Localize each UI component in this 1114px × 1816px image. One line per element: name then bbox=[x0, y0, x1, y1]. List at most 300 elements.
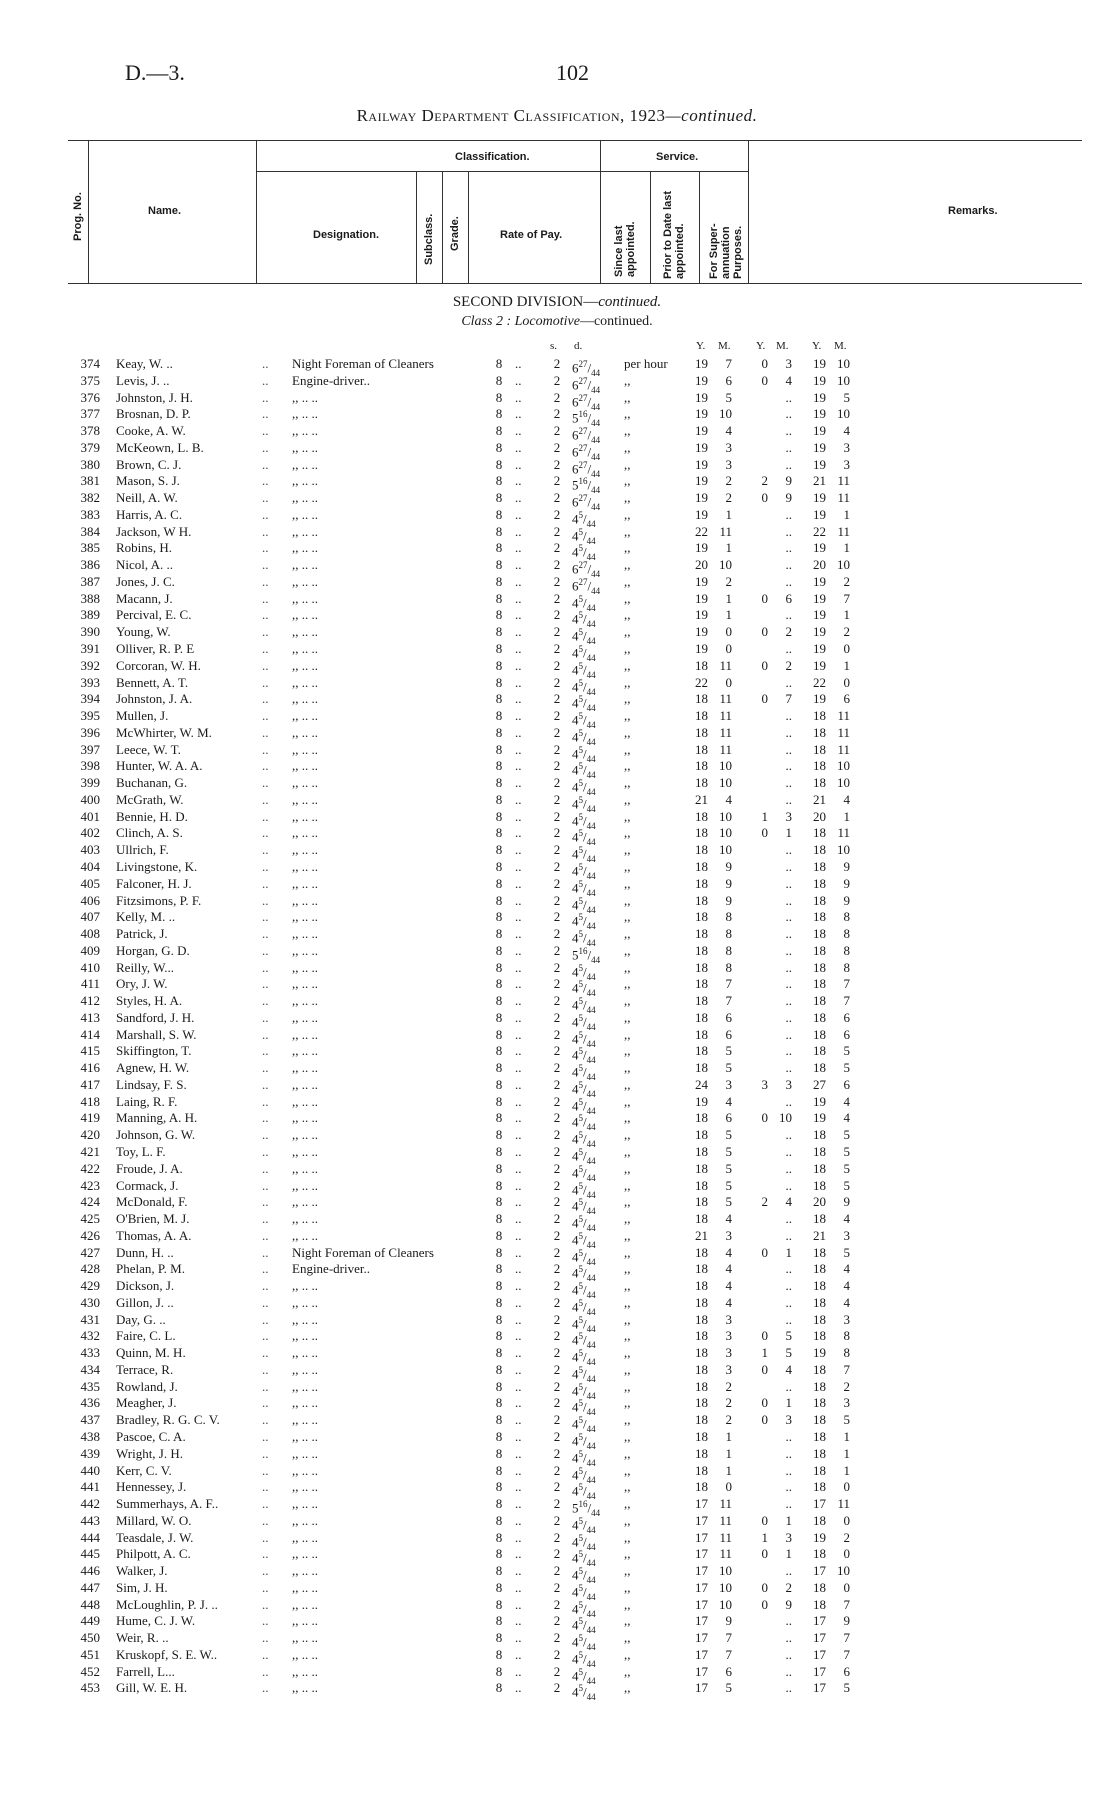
table-row bbox=[0, 607, 1114, 630]
rate-fraction-denominator: 44 bbox=[586, 1692, 596, 1703]
grade-leader: .. bbox=[515, 607, 522, 623]
grade-leader: .. bbox=[515, 1244, 522, 1260]
super-months: 9 bbox=[843, 892, 850, 908]
rate-pence: $6^{27}/_{44}$ bbox=[572, 392, 601, 412]
table-row bbox=[0, 1026, 1114, 1049]
rate-shillings: 2 bbox=[553, 842, 561, 858]
rate-unit: ,, bbox=[624, 691, 631, 707]
rate-fraction-denominator: 44 bbox=[586, 1290, 596, 1301]
prog-no: 391 bbox=[80, 641, 100, 657]
table-row bbox=[0, 926, 1114, 948]
designation: ,, .. .. bbox=[292, 1345, 318, 1361]
since-months: 10 bbox=[719, 842, 732, 858]
since-years: 18 bbox=[695, 775, 708, 791]
super-years: 18 bbox=[813, 909, 826, 925]
prior-blank: .. bbox=[785, 456, 792, 472]
rate-fraction-denominator: 44 bbox=[586, 1591, 596, 1602]
grade: 8 bbox=[495, 909, 503, 925]
super-months: 3 bbox=[843, 439, 850, 455]
rate-fraction-denominator: 44 bbox=[586, 1575, 596, 1586]
since-months: 10 bbox=[719, 758, 732, 774]
grade: 8 bbox=[495, 1613, 503, 1629]
designation: ,, .. .. bbox=[292, 1093, 318, 1109]
rate-fraction-denominator: 44 bbox=[586, 1373, 596, 1384]
grade: 8 bbox=[495, 674, 503, 690]
rate-shillings: 2 bbox=[553, 1412, 561, 1428]
rate-shillings: 2 bbox=[553, 1076, 561, 1092]
employee-name: Teasdale, J. W. bbox=[116, 1529, 194, 1545]
super-years: 18 bbox=[813, 1278, 826, 1294]
super-months: 9 bbox=[843, 875, 850, 891]
designation: ,, .. .. bbox=[292, 1278, 318, 1294]
prior-blank: .. bbox=[785, 389, 792, 405]
designation: ,, .. .. bbox=[292, 657, 318, 673]
employee-name: Reilly, W... bbox=[116, 959, 175, 975]
rate-fraction-numerator: 5 bbox=[578, 761, 583, 772]
super-years: 20 bbox=[813, 1194, 826, 1210]
prior-months: 2 bbox=[785, 624, 792, 640]
table-row bbox=[0, 1060, 1114, 1083]
employee-name: Weir, R. .. bbox=[116, 1630, 169, 1646]
rate-unit: ,, bbox=[624, 741, 631, 757]
since-years: 22 bbox=[695, 674, 708, 690]
prog-no: 434 bbox=[80, 1361, 100, 1377]
employee-name: Mason, S. J. bbox=[116, 473, 180, 489]
employee-name: Agnew, H. W. bbox=[116, 1060, 190, 1076]
super-years: 18 bbox=[813, 1060, 826, 1076]
prog-no: 439 bbox=[80, 1445, 100, 1461]
prog-no: 429 bbox=[80, 1278, 100, 1294]
since-years: 19 bbox=[695, 473, 708, 489]
employee-name: Falconer, H. J. bbox=[116, 875, 192, 891]
grade-leader: .. bbox=[515, 741, 522, 757]
name-leader: .. bbox=[262, 1429, 269, 1444]
name-leader: .. bbox=[262, 708, 269, 724]
name-leader: .. bbox=[262, 1194, 269, 1210]
designation: ,, .. .. bbox=[292, 691, 318, 707]
super-years: 19 bbox=[813, 1529, 826, 1545]
prior-months: 3 bbox=[785, 808, 792, 824]
super-months: 5 bbox=[843, 1143, 850, 1159]
rate-shillings: 2 bbox=[553, 1378, 561, 1394]
designation: ,, .. .. bbox=[292, 1076, 318, 1092]
rate-shillings: 2 bbox=[553, 423, 561, 439]
designation: ,, .. .. bbox=[292, 842, 318, 858]
rate-shillings: 2 bbox=[553, 892, 561, 908]
name-leader: .. bbox=[262, 1093, 269, 1109]
rate-fraction-denominator: 44 bbox=[586, 1491, 596, 1502]
designation: ,, .. .. bbox=[292, 674, 318, 690]
prior-years: 0 bbox=[761, 1596, 768, 1612]
table-row bbox=[0, 691, 1114, 714]
grade: 8 bbox=[495, 1261, 503, 1277]
super-years: 18 bbox=[813, 1177, 826, 1193]
rate-shillings: 2 bbox=[553, 1294, 561, 1310]
super-years: 17 bbox=[813, 1680, 826, 1696]
grade-leader: .. bbox=[515, 1361, 522, 1377]
super-years: 18 bbox=[813, 708, 826, 724]
since-years: 17 bbox=[695, 1496, 708, 1512]
rate-pence: $4^5/_{44}$ bbox=[572, 1331, 596, 1351]
employee-name: Olliver, R. P. E bbox=[116, 641, 195, 657]
grade-leader: .. bbox=[515, 674, 522, 690]
employee-name: Young, W. bbox=[116, 624, 171, 640]
prior-blank: .. bbox=[785, 1143, 792, 1159]
prior-months: 10 bbox=[779, 1110, 792, 1126]
grade: 8 bbox=[495, 724, 503, 740]
name-leader: .. bbox=[262, 523, 269, 539]
prior-blank: .. bbox=[785, 1378, 792, 1394]
name-leader: .. bbox=[262, 1479, 269, 1495]
rate-unit: ,, bbox=[624, 506, 631, 522]
rate-unit: ,, bbox=[624, 1076, 631, 1092]
since-years: 18 bbox=[695, 1026, 708, 1042]
rate-fraction-denominator: 44 bbox=[586, 1155, 596, 1166]
rate-pence: $4^5/_{44}$ bbox=[572, 979, 596, 999]
rate-shillings: 2 bbox=[553, 724, 561, 740]
grade-leader: .. bbox=[515, 389, 522, 405]
designation: ,, .. .. bbox=[292, 959, 318, 975]
rate-fraction-denominator: 44 bbox=[586, 1625, 596, 1636]
designation: ,, .. .. bbox=[292, 1630, 318, 1646]
since-years: 19 bbox=[695, 372, 708, 388]
super-months: 3 bbox=[843, 1395, 850, 1411]
table-header bbox=[68, 140, 1082, 284]
super-months: 11 bbox=[837, 1496, 850, 1512]
prior-years: 0 bbox=[761, 825, 768, 841]
rate-unit: ,, bbox=[624, 1496, 631, 1512]
rate-unit: ,, bbox=[624, 1143, 631, 1159]
employee-name: Macann, J. bbox=[116, 590, 173, 606]
employee-name: Kruskopf, S. E. W.. bbox=[116, 1646, 218, 1662]
designation: ,, .. .. bbox=[292, 439, 318, 455]
table-row bbox=[0, 959, 1114, 982]
unit-pence: d. bbox=[574, 340, 583, 352]
table-row bbox=[0, 775, 1114, 798]
prog-no: 377 bbox=[80, 406, 100, 422]
grade-leader: .. bbox=[515, 506, 522, 522]
prog-no: 437 bbox=[80, 1412, 100, 1428]
grade-leader: .. bbox=[515, 1127, 522, 1143]
since-years: 17 bbox=[695, 1529, 708, 1545]
grade-leader: .. bbox=[515, 1462, 522, 1478]
rate-fraction-numerator: 5 bbox=[578, 1381, 583, 1392]
designation: ,, .. .. bbox=[292, 1680, 318, 1696]
rate-fraction-denominator: 44 bbox=[586, 770, 596, 781]
designation: ,, .. .. bbox=[292, 1579, 318, 1595]
rate-fraction-numerator: 5 bbox=[578, 1314, 583, 1325]
since-months: 4 bbox=[725, 1244, 732, 1260]
super-months: 10 bbox=[837, 1563, 850, 1579]
rate-fraction-numerator: 27 bbox=[578, 426, 588, 437]
since-years: 19 bbox=[695, 506, 708, 522]
name-leader: .. bbox=[262, 775, 269, 791]
grade-leader: .. bbox=[515, 892, 522, 908]
designation: ,, .. .. bbox=[292, 976, 318, 992]
table-row bbox=[0, 389, 1114, 412]
rate-shillings: 2 bbox=[553, 1060, 561, 1076]
col-since: Since last appointed. bbox=[613, 221, 637, 277]
grade-leader: .. bbox=[515, 1110, 522, 1126]
rate-fraction-numerator: 16 bbox=[578, 945, 588, 956]
since-months: 9 bbox=[725, 858, 732, 874]
name-leader: .. bbox=[262, 1680, 269, 1696]
table-row bbox=[0, 1462, 1114, 1485]
rate-fraction-numerator: 5 bbox=[578, 1683, 583, 1694]
since-months: 4 bbox=[725, 1294, 732, 1310]
prior-blank: .. bbox=[785, 674, 792, 690]
employee-name: Philpott, A. C. bbox=[116, 1546, 191, 1562]
rate-fraction-numerator: 5 bbox=[578, 1465, 583, 1476]
super-months: 1 bbox=[843, 607, 850, 623]
since-months: 3 bbox=[725, 1361, 732, 1377]
prior-months: 9 bbox=[785, 473, 792, 489]
grade-leader: .. bbox=[515, 976, 522, 992]
super-years: 18 bbox=[813, 1043, 826, 1059]
table-row bbox=[0, 1395, 1114, 1418]
since-years: 18 bbox=[695, 1479, 708, 1495]
rate-fraction-numerator: 27 bbox=[578, 459, 588, 470]
grade: 8 bbox=[495, 1026, 503, 1042]
rate-pence: $4^5/_{44}$ bbox=[572, 794, 596, 814]
since-months: 7 bbox=[725, 1630, 732, 1646]
grade: 8 bbox=[495, 1680, 503, 1696]
grade: 8 bbox=[495, 523, 503, 539]
name-leader: .. bbox=[262, 791, 269, 807]
name-leader: .. bbox=[262, 423, 269, 439]
prior-months: 1 bbox=[785, 1546, 792, 1562]
since-years: 17 bbox=[695, 1663, 708, 1679]
rate-pence: $4^5/_{44}$ bbox=[572, 610, 596, 630]
designation: ,, .. .. bbox=[292, 1646, 318, 1662]
rate-pence: $4^5/_{44}$ bbox=[572, 627, 596, 647]
designation: ,, .. .. bbox=[292, 1127, 318, 1143]
rate-shillings: 2 bbox=[553, 1177, 561, 1193]
rate-unit: ,, bbox=[624, 926, 631, 942]
since-months: 6 bbox=[725, 372, 732, 388]
rate-shillings: 2 bbox=[553, 456, 561, 472]
rate-unit: ,, bbox=[624, 1630, 631, 1646]
table-row bbox=[0, 1227, 1114, 1250]
rate-unit: ,, bbox=[624, 1596, 631, 1612]
employee-name: Fitzsimons, P. F. bbox=[116, 892, 202, 908]
prior-blank: .. bbox=[785, 1177, 792, 1193]
since-months: 2 bbox=[725, 1395, 732, 1411]
prog-no: 400 bbox=[80, 791, 100, 807]
name-leader: .. bbox=[262, 1546, 269, 1562]
super-years: 18 bbox=[813, 1361, 826, 1377]
employee-name: Hennessey, J. bbox=[116, 1479, 187, 1495]
grade-leader: .. bbox=[515, 557, 522, 573]
rate-shillings: 2 bbox=[553, 1160, 561, 1176]
table-row bbox=[0, 423, 1114, 445]
name-leader: .. bbox=[262, 624, 269, 640]
rate-pence: $4^5/_{44}$ bbox=[572, 1465, 596, 1485]
grade-leader: .. bbox=[515, 1060, 522, 1076]
grade-leader: .. bbox=[515, 657, 522, 673]
super-months: 4 bbox=[843, 1110, 850, 1126]
since-months: 1 bbox=[725, 1445, 732, 1461]
grade-leader: .. bbox=[515, 1429, 522, 1444]
prog-no: 420 bbox=[80, 1127, 100, 1143]
grade: 8 bbox=[495, 1127, 503, 1143]
super-years: 18 bbox=[813, 741, 826, 757]
grade: 8 bbox=[495, 1429, 503, 1444]
grade-leader: .. bbox=[515, 791, 522, 807]
employee-name: Percival, E. C. bbox=[116, 607, 192, 623]
rate-fraction-denominator: 44 bbox=[586, 1608, 596, 1619]
rate-fraction-denominator: 44 bbox=[591, 367, 601, 378]
prog-no: 404 bbox=[80, 858, 100, 874]
grade-leader: .. bbox=[515, 1043, 522, 1059]
super-months: 1 bbox=[843, 540, 850, 556]
since-years: 18 bbox=[695, 1244, 708, 1260]
rate-shillings: 2 bbox=[553, 1345, 561, 1361]
prior-blank: .. bbox=[785, 758, 792, 774]
table-row bbox=[0, 674, 1114, 697]
rate-pence: $4^5/_{44}$ bbox=[572, 828, 596, 848]
super-months: 10 bbox=[837, 758, 850, 774]
prior-blank: .. bbox=[785, 1563, 792, 1579]
prior-months: 1 bbox=[785, 1395, 792, 1411]
employee-name: Nicol, A. .. bbox=[116, 557, 174, 573]
since-months: 3 bbox=[725, 439, 732, 455]
since-years: 17 bbox=[695, 1596, 708, 1612]
grade: 8 bbox=[495, 506, 503, 522]
table-row bbox=[0, 1479, 1114, 1502]
prior-blank: .. bbox=[785, 439, 792, 455]
name-leader: .. bbox=[262, 1278, 269, 1294]
super-years: 18 bbox=[813, 1294, 826, 1310]
since-years: 17 bbox=[695, 1579, 708, 1595]
rate-fraction-denominator: 44 bbox=[586, 1239, 596, 1250]
rate-fraction-numerator: 5 bbox=[578, 1415, 583, 1426]
rate-fraction-numerator: 5 bbox=[578, 526, 583, 537]
rate-fraction-numerator: 5 bbox=[578, 1515, 583, 1526]
rate-shillings: 2 bbox=[553, 858, 561, 874]
rate-pence: $4^5/_{44}$ bbox=[572, 1029, 596, 1049]
name-leader: .. bbox=[262, 825, 269, 841]
table-row bbox=[0, 758, 1114, 781]
super-months: 0 bbox=[843, 674, 850, 690]
rate-shillings: 2 bbox=[553, 1194, 561, 1210]
grade-leader: .. bbox=[515, 624, 522, 640]
table-row bbox=[0, 1361, 1114, 1384]
rate-unit: ,, bbox=[624, 1060, 631, 1076]
since-months: 7 bbox=[725, 356, 732, 371]
prior-months: 3 bbox=[785, 1076, 792, 1092]
rate-unit: ,, bbox=[624, 1529, 631, 1545]
grade-leader: .. bbox=[515, 473, 522, 489]
since-years: 18 bbox=[695, 1345, 708, 1361]
name-leader: .. bbox=[262, 1311, 269, 1327]
rate-unit: ,, bbox=[624, 875, 631, 891]
grade-leader: .. bbox=[515, 875, 522, 891]
rate-fraction-denominator: 44 bbox=[586, 1457, 596, 1468]
designation: ,, .. .. bbox=[292, 825, 318, 841]
prior-blank: .. bbox=[785, 791, 792, 807]
prior-blank: .. bbox=[785, 909, 792, 925]
employee-name: Neill, A. W. bbox=[116, 490, 178, 506]
since-years: 17 bbox=[695, 1563, 708, 1579]
unit-years-super: Y. bbox=[812, 340, 822, 352]
rate-fraction-numerator: 5 bbox=[578, 610, 583, 621]
rate-fraction-denominator: 44 bbox=[586, 1088, 596, 1099]
rate-fraction-numerator: 16 bbox=[578, 1499, 588, 1510]
rate-pence: $4^5/_{44}$ bbox=[572, 593, 596, 613]
prog-no: 448 bbox=[80, 1596, 100, 1612]
since-months: 5 bbox=[725, 1680, 732, 1696]
employee-name: Faire, C. L. bbox=[116, 1328, 176, 1344]
prog-no: 405 bbox=[80, 875, 100, 891]
since-months: 10 bbox=[719, 1563, 732, 1579]
table-row bbox=[0, 825, 1114, 848]
grade: 8 bbox=[495, 1596, 503, 1612]
name-leader: .. bbox=[262, 909, 269, 925]
table-row bbox=[0, 1110, 1114, 1133]
employee-name: Cormack, J. bbox=[116, 1177, 179, 1193]
prior-months: 4 bbox=[785, 1194, 792, 1210]
table-row bbox=[0, 1177, 1114, 1200]
super-months: 2 bbox=[843, 624, 850, 640]
grade-leader: .. bbox=[515, 724, 522, 740]
rate-shillings: 2 bbox=[553, 1546, 561, 1562]
rate-unit: ,, bbox=[624, 808, 631, 824]
rate-fraction-denominator: 44 bbox=[586, 904, 596, 915]
grade-leader: .. bbox=[515, 858, 522, 874]
since-years: 18 bbox=[695, 993, 708, 1009]
rate-unit: ,, bbox=[624, 590, 631, 606]
name-leader: .. bbox=[262, 808, 269, 824]
rate-pence: $4^5/_{44}$ bbox=[572, 1532, 596, 1552]
since-months: 1 bbox=[725, 506, 732, 522]
super-months: 2 bbox=[843, 1529, 850, 1545]
since-years: 17 bbox=[695, 1646, 708, 1662]
prior-years: 0 bbox=[761, 1579, 768, 1595]
rate-fraction-numerator: 5 bbox=[578, 1532, 583, 1543]
grade: 8 bbox=[495, 808, 503, 824]
grade: 8 bbox=[495, 389, 503, 405]
rate-unit: ,, bbox=[624, 406, 631, 422]
grade-leader: .. bbox=[515, 1009, 522, 1025]
rate-unit: ,, bbox=[624, 473, 631, 489]
super-years: 21 bbox=[813, 791, 826, 807]
rate-unit: ,, bbox=[624, 1462, 631, 1478]
prog-no: 374 bbox=[80, 356, 100, 371]
since-months: 4 bbox=[725, 1211, 732, 1227]
employee-name: Bennett, A. T. bbox=[116, 674, 189, 690]
since-years: 18 bbox=[695, 1294, 708, 1310]
name-leader: .. bbox=[262, 456, 269, 472]
grade: 8 bbox=[495, 540, 503, 556]
table-row bbox=[0, 506, 1114, 529]
rate-fraction-denominator: 44 bbox=[586, 1642, 596, 1653]
grade: 8 bbox=[495, 1076, 503, 1092]
super-months: 10 bbox=[837, 372, 850, 388]
table-row bbox=[0, 1160, 1114, 1183]
name-leader: .. bbox=[262, 1395, 269, 1411]
super-months: 10 bbox=[837, 842, 850, 858]
rate-unit: ,, bbox=[624, 708, 631, 724]
super-years: 19 bbox=[813, 456, 826, 472]
rate-unit: ,, bbox=[624, 641, 631, 657]
rate-shillings: 2 bbox=[553, 1512, 561, 1528]
prior-blank: .. bbox=[785, 523, 792, 539]
prior-months: 1 bbox=[785, 1244, 792, 1260]
document-reference: D.—3. bbox=[125, 60, 185, 85]
since-months: 5 bbox=[725, 1160, 732, 1176]
prior-years: 1 bbox=[761, 1345, 768, 1361]
